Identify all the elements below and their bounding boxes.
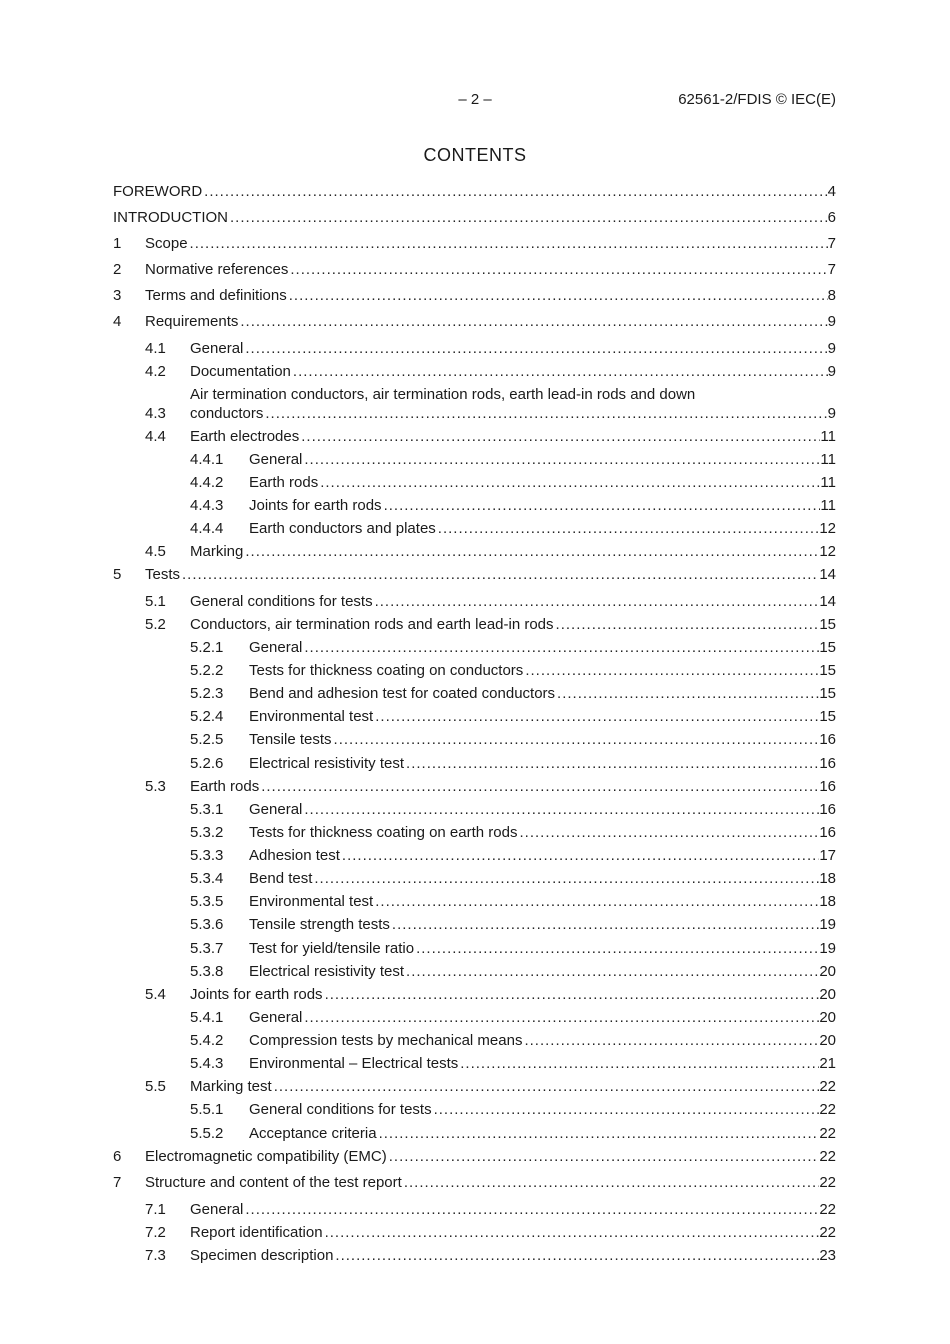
toc-entry-number: 5.3.7 [190,940,224,957]
toc-entry-number: 4.4 [145,428,166,445]
toc-entry-page: 15 [819,616,836,633]
toc-entry-page: 20 [819,1032,836,1049]
toc-leader-dots [384,496,821,516]
toc-entry-number: 5.3.2 [190,824,224,841]
toc-entry-page: 22 [819,1201,836,1218]
toc-entry-title: Tests for thickness coating on earth rods [249,824,518,841]
toc-entry-page: 19 [819,916,836,933]
toc-entry-number: 5.3.1 [190,801,224,818]
toc-entry-page: 16 [819,801,836,818]
toc-entry-number: 5.3.6 [190,916,224,933]
toc-entry[interactable] [0,707,950,727]
toc-entry-page: 14 [819,566,836,583]
toc-entry-page: 14 [819,593,836,610]
toc-entry-page: 16 [819,755,836,772]
toc-entry-title: Bend test [249,870,313,887]
toc-entry-page: 23 [819,1247,836,1264]
toc-entry[interactable] [0,1246,950,1266]
toc-entry-number: 5.2.4 [190,708,224,725]
toc-entry-page: 18 [819,893,836,910]
toc-entry-number: 5.4.3 [190,1055,224,1072]
toc-leader-dots [379,1124,820,1144]
contents-title: CONTENTS [423,145,527,165]
toc-entry[interactable] [0,615,950,635]
toc-leader-dots [342,846,819,866]
toc-leader-dots [325,1223,820,1243]
toc-leader-dots [519,823,819,843]
toc-entry-title: FOREWORD [113,183,203,200]
toc-leader-dots [274,1077,820,1097]
toc-entry[interactable] [0,1173,950,1193]
toc-entry-number: 7.1 [145,1201,166,1218]
toc-leader-dots [375,592,820,612]
toc-entry-page: 11 [820,497,836,514]
toc-entry-page: 12 [819,520,836,537]
toc-entry-page: 20 [819,986,836,1003]
toc-entry-page: 17 [819,847,836,864]
toc-leader-dots [245,1200,819,1220]
toc-entry-number: 5.2.3 [190,685,224,702]
toc-entry[interactable] [0,260,950,280]
toc-entry-page: 22 [819,1078,836,1095]
toc-entry-title: Earth electrodes [190,428,300,445]
toc-entry-page: 8 [827,287,836,304]
toc-entry[interactable] [0,362,950,382]
toc-entry-title: Tests for thickness coating on conductors [249,662,524,679]
toc-entry-title: Requirements [145,313,239,330]
toc-entry-page: 12 [819,543,836,560]
document-id: 62561-2/FDIS © IEC(E) [678,91,836,108]
toc-entry-title: Marking [190,543,244,560]
toc-entry-page: 22 [819,1174,836,1191]
toc-entry-page: 18 [819,870,836,887]
toc-entry-number: 5.5 [145,1078,166,1095]
toc-entry-number: 5.2.2 [190,662,224,679]
toc-leader-dots [389,1147,820,1167]
toc-leader-dots [265,404,827,424]
toc-entry-page: 19 [819,940,836,957]
toc-entry-page: 9 [827,313,836,330]
toc-entry-number: 3 [113,287,122,304]
toc-entry[interactable] [0,915,950,935]
toc-leader-dots [557,684,819,704]
toc-entry-number: 4.4.4 [190,520,224,537]
toc-entry[interactable] [0,339,950,359]
toc-entry-number: 5.2 [145,616,166,633]
toc-entry-title: Joints for earth rods [190,986,323,1003]
toc-entry[interactable] [0,565,950,585]
toc-leader-dots [190,234,828,254]
page-number: – 2 – [458,91,492,108]
toc-leader-dots [204,182,827,202]
toc-entry-title: Earth conductors and plates [249,520,436,537]
toc-leader-dots [434,1100,820,1120]
toc-entry[interactable] [0,496,950,516]
toc-entry-title: Earth rods [190,778,260,795]
toc-leader-dots [304,800,819,820]
toc-entry-number: 4.5 [145,543,166,560]
toc-entry-number: 5.4.2 [190,1032,224,1049]
toc-leader-dots [525,661,819,681]
toc-leader-dots [304,1008,819,1028]
toc-leader-dots [460,1054,819,1074]
toc-entry[interactable] [0,823,950,843]
toc-entry-title: Report identification [190,1224,323,1241]
toc-entry-title: General [249,639,303,656]
toc-entry[interactable] [0,450,950,470]
toc-entry[interactable] [0,800,950,820]
toc-leader-dots [556,615,820,635]
toc-entry-number: 5.4 [145,986,166,1003]
toc-entry-number: 5.4.1 [190,1009,224,1026]
toc-entry[interactable] [0,962,950,982]
toc-entry-title: Acceptance criteria [249,1125,377,1142]
toc-entry-title: Electromagnetic compatibility (EMC) [145,1148,387,1165]
toc-entry-number: 5.1 [145,593,166,610]
toc-entry-title: Specimen description [190,1247,334,1264]
toc-entry[interactable] [0,427,950,447]
toc-entry-page: 20 [819,1009,836,1026]
toc-entry-title: Environmental test [249,708,374,725]
toc-entry-number: 6 [113,1148,122,1165]
toc-entry-title: Normative references [145,261,289,278]
toc-entry-number: 5.2.1 [190,639,224,656]
toc-entry-number: 7.3 [145,1247,166,1264]
toc-entry-title: General conditions for tests [190,593,373,610]
toc-leader-dots [304,638,819,658]
toc-entry-page: 6 [827,209,836,226]
toc-entry-number: 4.4.3 [190,497,224,514]
toc-entry-page: 20 [819,963,836,980]
toc-entry-page: 21 [819,1055,836,1072]
toc-leader-dots [290,260,827,280]
toc-entry-page: 11 [820,428,836,445]
toc-entry-title: Structure and content of the test report [145,1174,402,1191]
toc-leader-dots [245,339,827,359]
toc-entry-title: Conductors, air termination rods and earth lead-in rods [190,616,554,633]
toc-entry-number: 4.4.1 [190,451,224,468]
toc-entry-title: Electrical resistivity test [249,963,405,980]
toc-entry-title: General [249,451,303,468]
toc-entry-number: 1 [113,235,122,252]
toc-entry-number: 5.2.6 [190,755,224,772]
toc-entry-title: INTRODUCTION [113,209,228,226]
toc-entry[interactable] [0,1147,950,1167]
toc-entry-title: Electrical resistivity test [249,755,405,772]
toc-entry[interactable] [0,182,950,202]
toc-entry-number: 2 [113,261,122,278]
toc-entry-number: 5.3 [145,778,166,795]
toc-entry-title: Bend and adhesion test for coated conductors [249,685,556,702]
toc-entry-number: 5.5.1 [190,1101,224,1118]
toc-entry-page: 22 [819,1148,836,1165]
toc-entry-title: Environmental – Electrical tests [249,1055,459,1072]
toc-leader-dots [245,542,819,562]
toc-leader-dots [375,892,819,912]
toc-entry[interactable] [0,312,950,332]
toc-entry-title: Compression tests by mechanical means [249,1032,523,1049]
toc-entry-number: 5.3.4 [190,870,224,887]
toc-entry-number: 4.3 [145,405,166,422]
toc-entry[interactable] [0,892,950,912]
toc-leader-dots [392,915,819,935]
toc-entry[interactable] [0,286,950,306]
toc-entry[interactable] [0,638,950,658]
toc-entry[interactable] [0,684,950,704]
toc-leader-dots [325,985,820,1005]
toc-entry[interactable] [0,1077,950,1097]
toc-entry-page: 15 [819,685,836,702]
toc-entry[interactable] [0,592,950,612]
toc-entry-title: Tests [145,566,181,583]
toc-leader-dots [334,730,820,750]
toc-entry[interactable] [0,939,950,959]
toc-leader-dots [375,707,819,727]
toc-entry-title: General [249,801,303,818]
toc-entry-number: 5.5.2 [190,1125,224,1142]
toc-leader-dots [416,939,819,959]
toc-leader-dots [293,362,828,382]
toc-entry[interactable] [0,1008,950,1028]
toc-entry-title: Documentation [190,363,291,380]
toc-leader-dots [335,1246,819,1266]
toc-entry-page: 4 [827,183,836,200]
toc-leader-dots [182,565,819,585]
toc-entry-title: General [249,1009,303,1026]
toc-entry-number: 7 [113,1174,122,1191]
toc-entry-page: 7 [827,235,836,252]
toc-entry-number: 5 [113,566,122,583]
toc-entry-page: 22 [819,1224,836,1241]
toc-entry-title: Scope [145,235,188,252]
toc-entry-title: Test for yield/tensile ratio [249,940,415,957]
toc-entry-number: 4.1 [145,340,166,357]
toc-leader-dots [404,1173,819,1193]
toc-entry[interactable] [0,234,950,254]
toc-entry[interactable] [0,985,950,1005]
toc-entry[interactable] [0,1031,950,1051]
toc-entry-page: 9 [827,363,836,380]
toc-entry-title: conductors [190,405,264,422]
toc-leader-dots [314,869,819,889]
toc-entry-number: 4.2 [145,363,166,380]
toc-leader-dots [438,519,820,539]
toc-entry[interactable] [0,404,950,424]
toc-entry-number: 5.2.5 [190,731,224,748]
toc-leader-dots [301,427,820,447]
toc-entry-title: Earth rods [249,474,319,491]
toc-entry-number: 5.3.8 [190,963,224,980]
toc-entry[interactable] [0,208,950,228]
toc-entry-title: General [190,340,244,357]
toc-entry-title: General [190,1201,244,1218]
toc-entry-title: Marking test [190,1078,272,1095]
toc-entry-number: 5.3.5 [190,893,224,910]
toc-leader-dots [406,754,819,774]
toc-entry-page: 16 [819,731,836,748]
toc-entry-page: 15 [819,662,836,679]
toc-entry[interactable] [0,1200,950,1220]
toc-entry[interactable] [0,542,950,562]
toc-entry-page: 11 [820,474,836,491]
toc-entry-page: 16 [819,778,836,795]
toc-entry-page: 11 [820,451,836,468]
toc-entry-page: 22 [819,1125,836,1142]
toc-entry[interactable] [0,869,950,889]
toc-entry-number: 5.3.3 [190,847,224,864]
toc-entry-text-line: Air termination conductors, air termination rods, earth lead-in rods and down [190,386,696,403]
toc-entry-title: Tensile strength tests [249,916,390,933]
toc-entry-page: 22 [819,1101,836,1118]
toc-leader-dots [230,208,828,228]
toc-entry[interactable] [0,730,950,750]
toc-leader-dots [406,962,819,982]
toc-entry-title: General conditions for tests [249,1101,432,1118]
toc-entry-title: Terms and definitions [145,287,287,304]
toc-entry[interactable] [0,777,950,797]
toc-entry[interactable] [0,754,950,774]
toc-entry-page: 16 [819,824,836,841]
toc-entry-page: 7 [827,261,836,278]
toc-entry[interactable] [0,519,950,539]
toc-entry-number: 7.2 [145,1224,166,1241]
toc-leader-dots [524,1031,819,1051]
toc-entry-title: Tensile tests [249,731,332,748]
toc-entry[interactable] [0,1223,950,1243]
toc-entry-title: Adhesion test [249,847,340,864]
toc-entry[interactable] [0,1100,950,1120]
toc-entry[interactable] [0,846,950,866]
toc-leader-dots [261,777,819,797]
toc-entry-page: 15 [819,708,836,725]
toc-entry[interactable] [0,473,950,493]
toc-leader-dots [240,312,827,332]
toc-leader-dots [304,450,820,470]
toc-entry-page: 15 [819,639,836,656]
toc-entry-number: 4 [113,313,122,330]
toc-entry[interactable] [0,1054,950,1074]
toc-entry[interactable] [0,661,950,681]
toc-entry-page: 9 [827,405,836,422]
toc-leader-dots [320,473,820,493]
toc-entry[interactable] [0,1124,950,1144]
toc-entry-page: 9 [827,340,836,357]
toc-entry-title: Environmental test [249,893,374,910]
toc-entry-number: 4.4.2 [190,474,224,491]
toc-leader-dots [289,286,828,306]
toc-entry-title: Joints for earth rods [249,497,382,514]
